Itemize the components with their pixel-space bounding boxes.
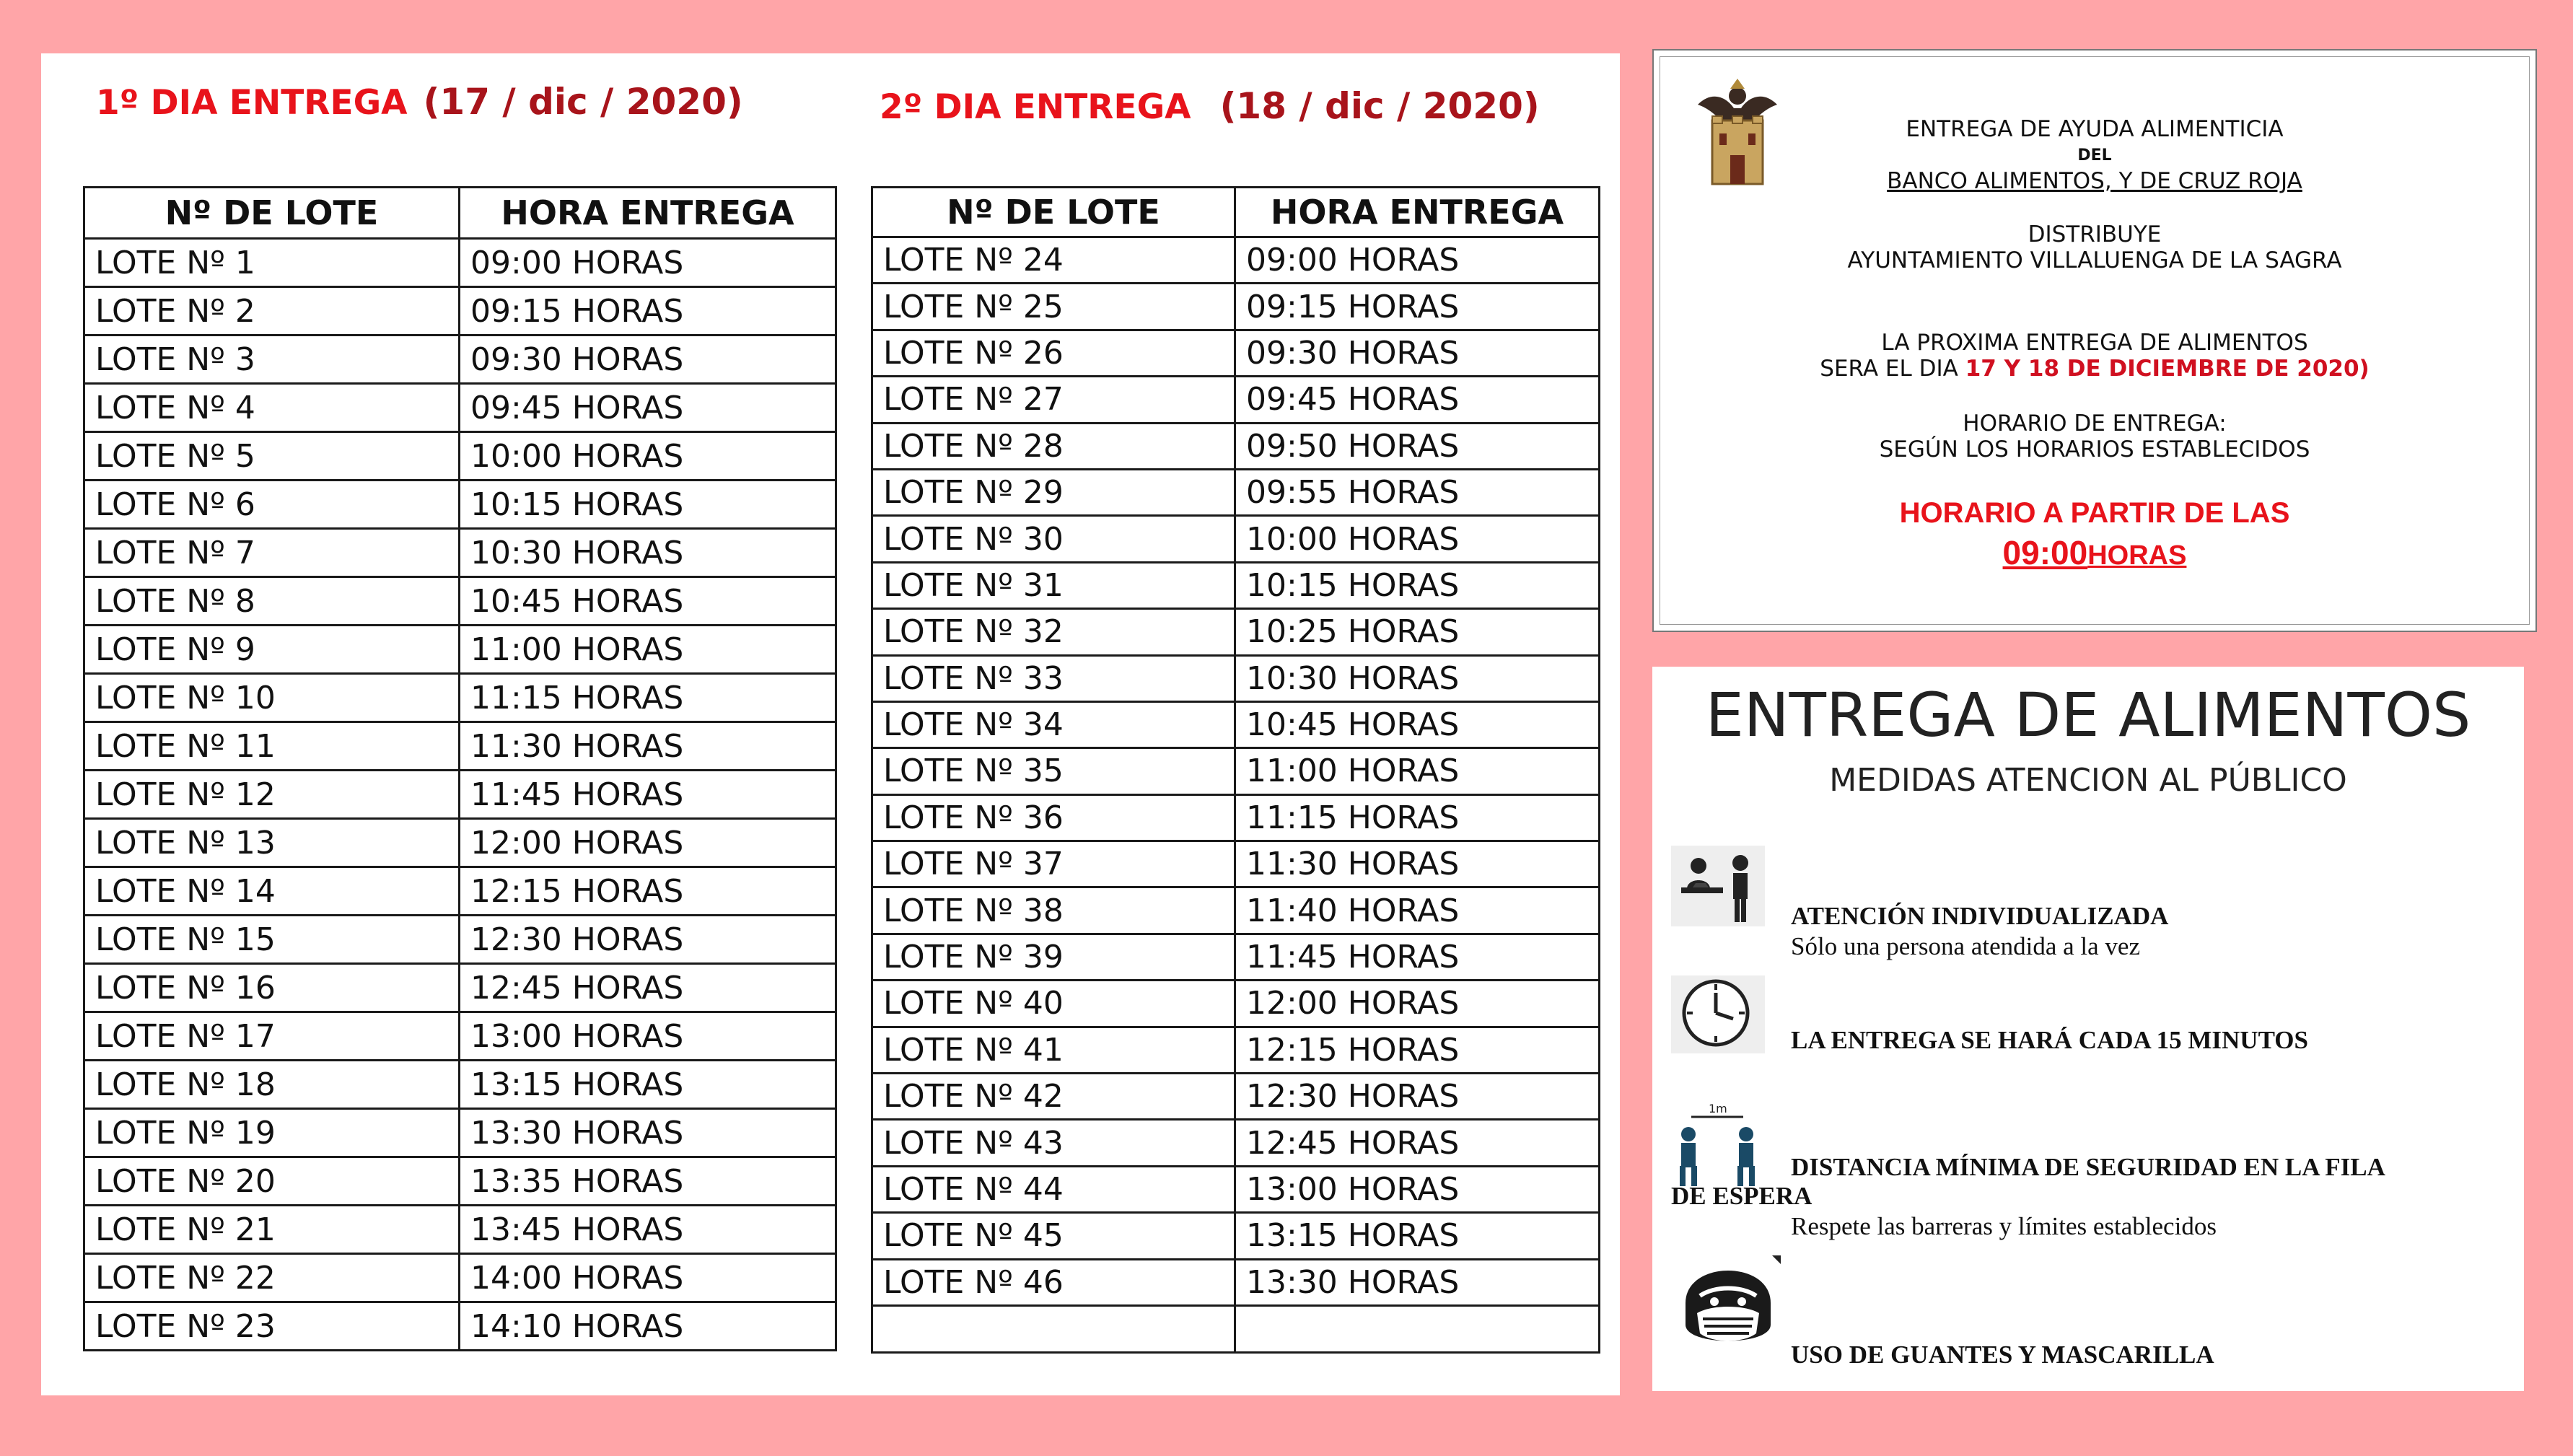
time-cell: 11:40 HORAS — [1235, 887, 1600, 934]
lot-cell: LOTE Nº 10 — [84, 674, 460, 722]
time-cell: 12:00 HORAS — [460, 819, 836, 867]
time-cell: 14:10 HORAS — [460, 1302, 836, 1351]
lot-cell: LOTE Nº 14 — [84, 867, 460, 916]
lot-cell: LOTE Nº 5 — [84, 432, 460, 481]
lot-cell: LOTE Nº 17 — [84, 1012, 460, 1061]
time-cell: 13:15 HORAS — [460, 1061, 836, 1109]
lot-cell: LOTE Nº 35 — [872, 748, 1235, 794]
table-row — [872, 655, 1600, 701]
distance-icon-label: 1m — [1709, 1102, 1727, 1115]
table-row — [84, 577, 836, 626]
lot-cell: LOTE Nº 23 — [84, 1302, 460, 1351]
table-row — [84, 626, 836, 674]
measures-title: ENTREGA DE ALIMENTOS — [1705, 680, 2471, 750]
lot-cell: LOTE Nº 28 — [872, 423, 1235, 469]
lot-cell: LOTE Nº 11 — [84, 722, 460, 771]
table-row — [872, 423, 1600, 469]
lot-cell: LOTE Nº 33 — [872, 655, 1235, 701]
table-row — [872, 1027, 1600, 1073]
start-time-value: 09:00 — [2002, 534, 2088, 571]
lot-cell: LOTE Nº 31 — [872, 562, 1235, 608]
time-cell: 13:00 HORAS — [460, 1012, 836, 1061]
lot-cell: LOTE Nº 12 — [84, 771, 460, 819]
measure-2-title: LA ENTREGA SE HARÁ CADA 15 MINUTOS — [1791, 1026, 2308, 1054]
time-cell: 12:15 HORAS — [460, 867, 836, 916]
time-cell: 12:00 HORAS — [1235, 981, 1600, 1027]
lot-cell: LOTE Nº 22 — [84, 1254, 460, 1302]
day2-title — [880, 85, 1540, 127]
lot-cell: LOTE Nº 39 — [872, 934, 1235, 980]
table-row — [872, 1166, 1600, 1212]
info-line-3: BANCO ALIMENTOS, Y DE CRUZ ROJA — [1887, 168, 2302, 194]
day2-date: (18 / dic / 2020) — [1219, 85, 1540, 127]
measures-panel — [1652, 667, 2524, 1391]
lot-cell: LOTE Nº 21 — [84, 1206, 460, 1254]
lot-cell: LOTE Nº 29 — [872, 469, 1235, 515]
lot-cell: LOTE Nº 4 — [84, 384, 460, 432]
table-row — [84, 287, 836, 336]
time-cell: 11:30 HORAS — [1235, 841, 1600, 887]
time-cell: 10:45 HORAS — [460, 577, 836, 626]
time-cell: 11:15 HORAS — [1235, 794, 1600, 841]
info-line-10 — [1660, 497, 2529, 530]
measures-subtitle: MEDIDAS ATENCION AL PÚBLICO — [1829, 762, 2347, 799]
time-cell: 13:15 HORAS — [1235, 1213, 1600, 1259]
info-notice-border — [1660, 56, 2530, 625]
measure-4-title: USO DE GUANTES Y MASCARILLA — [1791, 1341, 2214, 1369]
day1-label: 1º DIA ENTREGA — [96, 83, 408, 123]
day1-date: (17 / dic / 2020) — [423, 81, 743, 123]
table-row — [872, 934, 1600, 980]
table-row — [872, 887, 1600, 934]
table-row — [84, 432, 836, 481]
measure-3-title-cont: DE ESPERA — [1671, 1182, 1813, 1210]
column-header-time: HORA ENTREGA — [460, 188, 836, 239]
lot-cell: LOTE Nº 30 — [872, 516, 1235, 562]
time-cell — [1235, 1305, 1600, 1352]
time-cell: 10:00 HORAS — [460, 432, 836, 481]
lot-cell: LOTE Nº 34 — [872, 701, 1235, 747]
lot-cell: LOTE Nº 16 — [84, 964, 460, 1012]
lot-cell: LOTE Nº 8 — [84, 577, 460, 626]
lot-cell: LOTE Nº 27 — [872, 377, 1235, 423]
lot-cell: LOTE Nº 3 — [84, 336, 460, 384]
table-row — [84, 964, 836, 1012]
time-cell: 10:00 HORAS — [1235, 516, 1600, 562]
time-cell: 09:45 HORAS — [460, 384, 836, 432]
lot-cell: LOTE Nº 13 — [84, 819, 460, 867]
lot-cell: LOTE Nº 2 — [84, 287, 460, 336]
lot-cell: LOTE Nº 40 — [872, 981, 1235, 1027]
table-row — [872, 469, 1600, 515]
table-header-row — [84, 188, 836, 239]
time-cell: 09:15 HORAS — [1235, 284, 1600, 330]
table-row — [84, 1109, 836, 1157]
lot-cell: LOTE Nº 25 — [872, 284, 1235, 330]
lot-cell: LOTE Nº 42 — [872, 1074, 1235, 1120]
table-row — [872, 701, 1600, 747]
table-row — [84, 529, 836, 577]
delivery-dates: 17 Y 18 DE DICIEMBRE DE 2020) — [1965, 356, 2370, 382]
mask-icon — [1671, 1253, 1785, 1354]
table-row — [84, 481, 836, 529]
time-cell: 12:15 HORAS — [1235, 1027, 1600, 1073]
info-line-7-prefix: SERA EL DIA — [1820, 356, 1965, 382]
time-cell: 09:15 HORAS — [460, 287, 836, 336]
time-cell: 09:00 HORAS — [1235, 237, 1600, 284]
time-cell: 13:30 HORAS — [460, 1109, 836, 1157]
info-line-11 — [1660, 533, 2529, 572]
time-cell: 13:30 HORAS — [1235, 1259, 1600, 1305]
time-cell: 09:30 HORAS — [460, 336, 836, 384]
time-cell: 14:00 HORAS — [460, 1254, 836, 1302]
measure-3-title: DISTANCIA MÍNIMA DE SEGURIDAD EN LA FILA — [1791, 1153, 2385, 1181]
column-header-lot: Nº DE LOTE — [84, 188, 460, 239]
table-row — [84, 1061, 836, 1109]
lot-cell: LOTE Nº 41 — [872, 1027, 1235, 1073]
table-row — [84, 336, 836, 384]
time-cell: 09:30 HORAS — [1235, 330, 1600, 376]
lot-cell: LOTE Nº 46 — [872, 1259, 1235, 1305]
time-cell: 12:30 HORAS — [460, 916, 836, 964]
table-row — [84, 1012, 836, 1061]
table-row — [84, 1302, 836, 1351]
time-cell: 11:15 HORAS — [460, 674, 836, 722]
table-row — [84, 771, 836, 819]
time-cell: 09:00 HORAS — [460, 239, 836, 287]
schedule-panel — [41, 53, 1620, 1395]
lot-cell: LOTE Nº 7 — [84, 529, 460, 577]
column-header-time: HORA ENTREGA — [1235, 188, 1600, 237]
info-line-9: SEGÚN LOS HORARIOS ESTABLECIDOS — [1879, 437, 2310, 462]
lot-cell: LOTE Nº 36 — [872, 794, 1235, 841]
lot-cell: LOTE Nº 32 — [872, 609, 1235, 655]
lot-cell: LOTE Nº 15 — [84, 916, 460, 964]
day2-table — [871, 186, 1600, 1354]
info-line-7 — [1660, 356, 2529, 382]
time-cell: 10:15 HORAS — [460, 481, 836, 529]
table-row — [84, 867, 836, 916]
table-row — [872, 609, 1600, 655]
day2-label: 2º DIA ENTREGA — [880, 87, 1191, 127]
time-cell: 09:55 HORAS — [1235, 469, 1600, 515]
measure-1-title: ATENCIÓN INDIVIDUALIZADA — [1791, 902, 2169, 930]
time-cell: 10:15 HORAS — [1235, 562, 1600, 608]
lot-cell: LOTE Nº 45 — [872, 1213, 1235, 1259]
time-cell: 09:45 HORAS — [1235, 377, 1600, 423]
clock-icon — [1671, 975, 1765, 1053]
lot-cell: LOTE Nº 38 — [872, 887, 1235, 934]
time-cell: 09:50 HORAS — [1235, 423, 1600, 469]
table-row — [872, 516, 1600, 562]
lot-cell: LOTE Nº 9 — [84, 626, 460, 674]
info-line-4: DISTRIBUYE — [2028, 222, 2162, 247]
day1-table — [83, 186, 837, 1351]
time-cell: 13:35 HORAS — [460, 1157, 836, 1206]
table-row — [872, 1213, 1600, 1259]
table-row — [84, 1157, 836, 1206]
table-row — [872, 1120, 1600, 1166]
time-cell: 10:45 HORAS — [1235, 701, 1600, 747]
distance-icon — [1671, 1100, 1765, 1189]
start-time-unit: HORAS — [2087, 540, 2187, 571]
table-row — [872, 284, 1600, 330]
time-cell: 11:45 HORAS — [460, 771, 836, 819]
table-row — [84, 1254, 836, 1302]
time-cell: 13:00 HORAS — [1235, 1166, 1600, 1212]
info-notice-panel — [1652, 49, 2537, 632]
time-cell: 11:30 HORAS — [460, 722, 836, 771]
time-cell: 11:00 HORAS — [1235, 748, 1600, 794]
lot-cell: LOTE Nº 37 — [872, 841, 1235, 887]
time-cell: 10:30 HORAS — [460, 529, 836, 577]
table-header-row — [872, 188, 1600, 237]
day1-title — [96, 81, 743, 123]
table-row — [872, 1305, 1600, 1352]
time-cell: 10:30 HORAS — [1235, 655, 1600, 701]
table-row — [872, 562, 1600, 608]
service-desk-icon — [1671, 846, 1765, 926]
table-row — [872, 237, 1600, 284]
table-row — [84, 384, 836, 432]
info-line-1: ENTREGA DE AYUDA ALIMENTICIA — [1906, 116, 2284, 142]
table-row — [84, 916, 836, 964]
info-line-5: AYUNTAMIENTO VILLALUENGA DE LA SAGRA — [1847, 247, 2342, 273]
lot-cell: LOTE Nº 19 — [84, 1109, 460, 1157]
table-row — [84, 819, 836, 867]
lot-cell: LOTE Nº 18 — [84, 1061, 460, 1109]
time-cell: 11:45 HORAS — [1235, 934, 1600, 980]
table-row — [872, 794, 1600, 841]
lot-cell — [872, 1305, 1235, 1352]
table-row — [872, 1259, 1600, 1305]
measure-1-sub: Sólo una persona atendida a la vez — [1791, 932, 2140, 960]
lot-cell: LOTE Nº 44 — [872, 1166, 1235, 1212]
time-cell: 12:45 HORAS — [1235, 1120, 1600, 1166]
table-row — [84, 239, 836, 287]
start-time-label: HORARIO A PARTIR DE LAS — [1899, 497, 2290, 529]
table-row — [872, 841, 1600, 887]
lot-cell: LOTE Nº 20 — [84, 1157, 460, 1206]
table-row — [872, 1074, 1600, 1120]
info-line-8: HORARIO DE ENTREGA: — [1963, 411, 2227, 437]
lot-cell: LOTE Nº 43 — [872, 1120, 1235, 1166]
time-cell: 10:25 HORAS — [1235, 609, 1600, 655]
table-row — [84, 674, 836, 722]
time-cell: 13:45 HORAS — [460, 1206, 836, 1254]
table-row — [872, 377, 1600, 423]
lot-cell: LOTE Nº 24 — [872, 237, 1235, 284]
lot-cell: LOTE Nº 6 — [84, 481, 460, 529]
lot-cell: LOTE Nº 26 — [872, 330, 1235, 376]
column-header-lot: Nº DE LOTE — [872, 188, 1235, 237]
time-cell: 12:45 HORAS — [460, 964, 836, 1012]
table-row — [84, 722, 836, 771]
info-line-6: LA PROXIMA ENTREGA DE ALIMENTOS — [1881, 330, 2308, 356]
table-row — [872, 748, 1600, 794]
table-row — [84, 1206, 836, 1254]
table-row — [872, 330, 1600, 376]
lot-cell: LOTE Nº 1 — [84, 239, 460, 287]
time-cell: 11:00 HORAS — [460, 626, 836, 674]
time-cell: 12:30 HORAS — [1235, 1074, 1600, 1120]
table-row — [872, 981, 1600, 1027]
measure-3-sub: Respete las barreras y límites establecidos — [1791, 1212, 2217, 1240]
info-line-2: DEL — [2077, 146, 2112, 165]
